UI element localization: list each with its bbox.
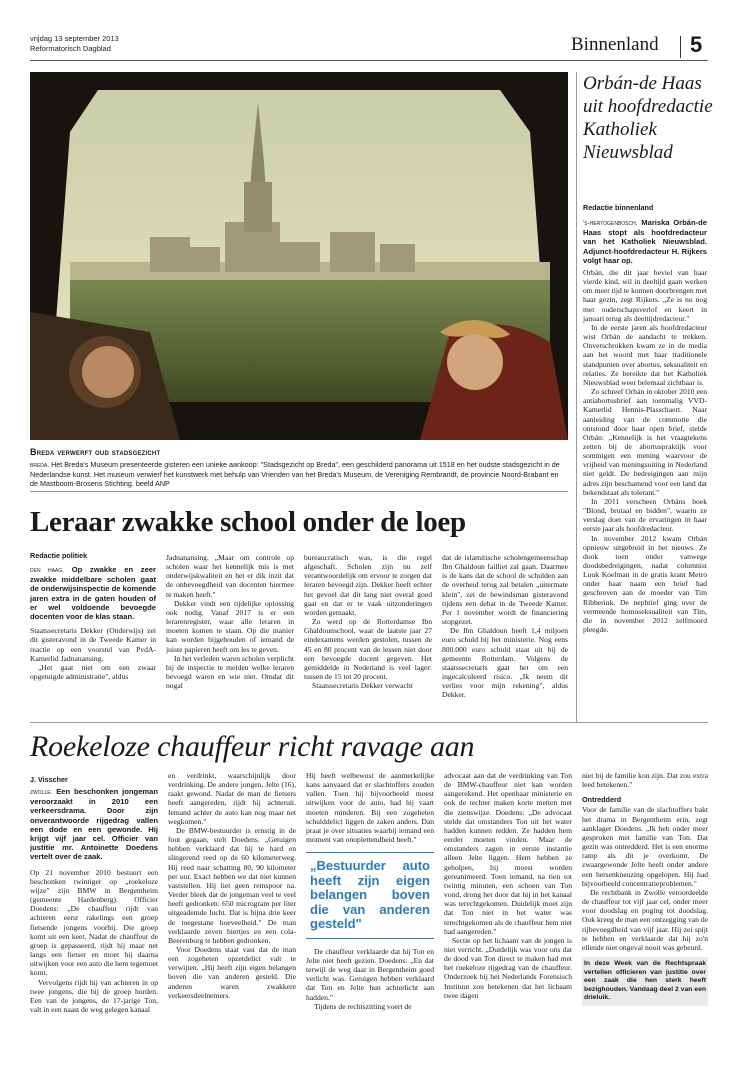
article1-paragraph: dat de islamitische scholengemeenschap Ibn Ghaldoun failliet zal gaan. Daarmee is de kans dat de school de schulden aan de overheid terug zal betalen „uitermate klein", zei de bewindsman gisteravond tijdens een debat in de Tweede Kamer. Per 1 november wordt de financiering stopgezet.	[442, 553, 568, 627]
sidebar-paragraph: In 2011 verscheen Orbáns boek "Blond, brutaal en bidden", waarin ze verslag doet van de ervaringen in haar eerste jaar als hoofdredacteur.	[583, 496, 707, 534]
article2-col5	[582, 771, 708, 1053]
article1-paragraph: Jadnanansing. „Maar om controle op scholen waar het kennelijk mis is met onderwijskwaliteit en het er dik inzit dat de onbevoegdheid van docenten hiermee te maken heeft."	[166, 553, 294, 599]
painting-photo	[30, 72, 568, 440]
caption-body: Het Breda's Museum presenteerde gisteren een unieke aankoop: "Stadsgezicht op Breda", een geschilderd panorama uit 1518 en het oudste stadsgezicht in de Nederlandse kunst. Het museum verwierf het kunstwerk met behulp van Vrienden van het Breda's Museum, de Vereniging Rembrandt, de provincie Noord-Brabant en de Mastboom-Brosens Stichting.	[30, 460, 560, 489]
article1-paragraph: bureaucratisch was, is die regel afgeschaft. Scholen zijn nu zelf verantwoordelijk om ervoor te zorgen dat leraren bevoegd zijn. Dekker heeft echter het gevoel dat dit lang niet overal goed gaat en dat er te vaak uitzonderingen worden gemaakt.	[304, 553, 432, 617]
article2-paragraph: en verdrinkt, waarschijnlijk door verdrinking. De andere jongen, Jelte (16), raakt gewond. Nadat de man de fietsers heeft aangereden, rijdt hij achteruit. Iemand achter de auto kan nog maar net wegkomen."	[168, 771, 296, 826]
article-rule	[30, 722, 708, 723]
article1-dateline: den haag.	[30, 567, 64, 574]
article2-paragraph: Hij heeft welbewust de aanmerkelijke kans aanvaard dat er slachtoffers zouden vallen. Toen hij bijvoorbeeld moest uitwijken voor de auto, had hij vaart moeten minderen. Bij een zogeheten schulddelict liggen de zaken anders. Dan praat je over situaties waarbij iemand een moment van onoplettendheid heeft."	[306, 771, 434, 845]
article2-subhead: Ontredderd	[582, 795, 622, 805]
caption-dateline: breda.	[30, 462, 50, 469]
article1-lead-text: Op zwakke en zeer zwakke middelbare scholen gaat de onderwijsinspectie de komende jaren extra in de gaten houden of er wel voldoende bevoegde docenten voor de klas staan.	[30, 565, 156, 622]
article2-col1	[30, 787, 158, 1052]
article2-paragraph: Voor de familie van de slachtoffers bakt het drama in Bergentheim erin, zegt aanklager Doedens. „Ik heb onder meer gesproken met familie van Ton. Dat gezin was ontredderd. Het is een enorme ramp als dit je overkomt. De zwaargewonde Jelte heeft onder andere een hersenkneuzing opgelopen. Hij had bijvoorbeeld concentratieproblemen."	[582, 805, 708, 888]
photo-caption-title: Breda verwerft oud stadsgezicht	[30, 447, 161, 457]
article1-col2	[166, 553, 294, 713]
article1-byline: Redactie politiek	[30, 551, 88, 560]
article2-lead	[30, 787, 158, 862]
sidebar-lead-text: Mariska Orbán-de Haas stopt als hoofdredacteur van het Katholiek Nieuwsblad. Adjunct-hoofdredacteur H. Rijkers volgt haar op.	[583, 218, 707, 265]
article2-col3	[306, 771, 434, 1053]
article1-col1	[30, 565, 156, 710]
article1-paragraph: Dekker vindt een tijdelijke oplossing ook nodig. Vanaf 2017 is er een lerarenregister, waar alle leraren in moeten komen te staan. Op die manier kan worden bijgehouden of iemand de juiste papieren heeft om les te geven.	[166, 598, 294, 654]
article2-paragraph: De chauffeur verklaarde dat hij Ton en Jelte niet heeft gezien. Doedens: „En dat terwijl de weg daar in Bergentheim goed verlicht was. Getuigen hebben verklaard dat Ton en Jelte hun achterlicht aan hadden."	[306, 946, 434, 1002]
article1-paragraph: Staatssecretaris Dekker (Onderwijs) zei dit gisteravond in de Tweede Kamer in reactie op een voorstel van PvdA-Kamerlid Jadnanansing.	[30, 626, 156, 663]
sidebar-headline: Orbán-de Haas uit hoofdredactie Katholiek Nieuwsblad	[583, 73, 713, 163]
article2-dateline: zwolle.	[30, 789, 53, 796]
article1-headline: Leraar zwakke school onder de loep	[30, 506, 466, 538]
article1-paragraph: De Ibn Ghaldoun heeft 1,4 miljoen euro schuld bij het ministerie. Nog eens 800.000 euro schuld staat uit bij de gemeente Rotterdam. Volgens de staatssecretaris gaat het om een ingecalculeerd risico. „Ik neem dit verlies voor mijn rekening", aldus Dekker.	[442, 626, 568, 700]
article2-col4	[444, 771, 572, 1053]
newspaper-name: Reformatorisch Dagblad	[30, 44, 111, 53]
page-number: 5	[690, 32, 703, 57]
article2-lead-text: Een beschonken jongeman veroorzaakt in 2010 een verkeersdrama. Door zijn onverantwoorde rijgedrag vallen een dode en een gewonde. Hij krijgt vijf jaar cel. Officier van justitie mr. Antoinette Doedens vertelt over de zaak.	[30, 787, 158, 862]
article1-paragraph: Staatssecretaris Dekker verwacht	[312, 681, 413, 691]
article2-headline: Roekeloze chauffeur richt ravage aan	[30, 730, 475, 763]
sidebar-byline: Redactie binnenland	[583, 203, 654, 212]
pull-quote: „Bestuurder auto heeft zijn eigen belangen boven die van anderen gesteld"	[306, 852, 434, 939]
photo-caption	[30, 460, 568, 489]
page-header-info	[30, 34, 119, 54]
sidebar-body	[583, 218, 707, 634]
photo-credit: beeld ANP	[135, 479, 170, 489]
sidebar-paragraph: Orbán, die dit jaar beviel van haar vierde kind, wil in deeltijd gaan werken om meer tijd te kunnen doorbrengen met haar gezin, zegt Rijkers. „Ze is nu nog met ouderschapsverlof en keert in januari terug als deeltijdredacteur."	[583, 268, 707, 323]
article2-paragraph: advocaat aan dat de verdrinking van Ton de BMW-chauffeur niet kan worden aangerekend. Het openbaar ministerie en ook de rechter maken korte metten met die zienswijze. Doedens: „De advocaat stelde dat omstanders Ton uit het water hadden kunnen redden. Ze hadden hem eerder moeten vinden. Maar de omstanders zagen in eerste instantie alleen Jelte liggen. Hem hebben ze geholpen, hij moest worden gereanimeerd. Toen iemand, na tien tot twintig minuten, een schoen van Ton vond, drong het door dat hij in het kanaal was terechtgekomen. Duidelijk moet zijn dat Ton niet in het water was terechtgekomen als de chauffeur hem niet had aangereden."	[444, 771, 572, 936]
series-footnote: In deze Week van de Rechtspraak vertellen officieren van justitie over een zaak die hen sterk heeft bezighouden. Vandaag deel 2 van een drieluik.	[582, 957, 708, 1006]
sidebar-lead	[583, 218, 707, 265]
cityscape-painting-image	[30, 72, 568, 440]
header-divider	[680, 36, 681, 58]
sidebar-dateline: 's-hertogenbosch.	[583, 220, 638, 227]
article2-paragraph: Voor Doedens staat vast dat de man een zogeheten opzetdelict valt te verwijten. „Hij heeft zijn eigen belangen boven die van anderen gesteld. Die anderen waren zwakkere verkeersdeelnemers.	[168, 944, 296, 1000]
article1-paragraph: In het verleden waren scholen verplicht bij de inspectie te melden welke leraren bevoegd waren en wie niet. Omdat dit nogal	[166, 653, 294, 691]
header-rule	[30, 60, 708, 61]
article2-paragraph: De BMW-bestuurder is ernstig in de fout gegaan, stelt Doedens. „Getuigen hebben verklaard dat hij te hard en slingerend reed op de 60 kilometerweg. Hij reed naar schatting 80, 90 kilometer per uur. Exact hebben we dat niet kunnen vaststellen. Hij liet geen remspoor na. Verder bleek dat de jongeman veel te veel heeft gedronken: 650 microgram per liter uitgeademde lucht. Dat is bijna drie keer de toegestane hoeveelheid." De man verklaarde zeven biertjes en een cola-Beerenburg te hebben gedronken.	[168, 825, 296, 945]
article1-paragraph: „Het gaat niet om een zwaar opgetuigde administratie", aldus	[30, 662, 156, 681]
article2-paragraph: niet bij de familie kon zijn. Dat zou extra leed betekenen."	[582, 771, 708, 790]
section-title: Binnenland	[571, 34, 659, 55]
article2-paragraph: De rechtbank in Zwolle veroordeelde de chauffeur tot vijf jaar cel, onder meer voor doodslag en poging tot doodslag. Ook kreeg de man een ontzegging van de rijbevoegdheid van vijf jaar. Hij zei spijt te hebben en verklaarde dat hij zo'n ellende niet ongeval nooit was gebeurd.	[582, 887, 708, 952]
article2-paragraph: Vervolgens rijdt hij van achteren in op twee jongens, die bij de groep horden. Een van de jongens, de 17-jarige Ton, valt in een naast de weg gelegen kanaal	[30, 977, 158, 1014]
article1-lead	[30, 565, 156, 621]
article2-paragraph: Tijdens de rechtszitting voert de	[314, 1001, 412, 1011]
sidebar-paragraph: Zo schreef Orbán in oktober 2010 een antiabortusbrief aan toenmalig VVD-Kamerlid Hennis-Plasschaert. Naar aanleiding van de commotie die ontstond door haar open brief, stelde Orbán: „Kennelijk is het vraagtekens zetten bij de abortuspraktijk voor sommigen een mening waarvoor de vrijheid van meningsuiting in Nederland niet geldt. De bedreigingen aan mijn adres zijn beschamend voor een land dat bekendstaat als tolerant."	[583, 387, 707, 497]
sidebar-divider	[576, 72, 577, 722]
article2-paragraph: Op 21 november 2010 bestuurt een beschonken twintiger op „roekeloze wijze" zijn BMW in Bergentheim (gemeente Hardenberg). Officier Doedens: „De chauffeur rijdt van achteren eerst rakelings een groep fietsende jongens voorbij. Die groep komt uit een keet. Nadat de chauffeur de groep is gepasseerd, rijdt hij maar net langs een fietser en moet hij daarna uitwijken voor een auto die hem tegemoet komt.	[30, 867, 158, 978]
article2-byline: J. Visscher	[30, 775, 68, 784]
issue-date: vrijdag 13 september 2013	[30, 34, 119, 43]
article2-paragraph: Sectie op het lichaam van de jongen is niet verricht. „Duidelijk was voor ons dat de dood van Ton direct te maken had met het roekeloze rijgedrag van de chauffeur. Onderzoek bij het Nederlands Forensisch Instituut zou betekenen dat het lichaam twee dagen	[444, 935, 572, 1000]
article2-col2	[168, 771, 296, 1053]
article1-col3	[304, 553, 432, 713]
article1-paragraph: Zo werd op de Rotterdamse Ibn Ghaldounschool, waar de laatste jaar 27 eindexamens werden gestolen, tussen de 45 en 80 procent van de lessen niet door een bevoegde docent gegeven. Het gemiddelde in Nederland is veel lager: tussen de 15 tot 20 procent.	[304, 617, 432, 682]
sidebar-paragraph: In de eerste jaren als hoofdredacteur wist Orbán de aandacht te trekken. Onverschrokken kwam ze in de media aan het woord met haar traditionele standpunten over abortus, seksualiteit en relaties. Ze bereikte dat het Katholiek Nieuwsblad weer belemaal zichtbaar is.	[583, 322, 707, 387]
sidebar-paragraph: In november 2012 kwam Orbán opnieuw uitgebreid in het nieuws. Ze dook toen onder vanwege doodsbedreigingen, nadat columnist Luuk Koelman in de gratis krant Metro onder haar naam een brief had geschreven aan de moeder van Tim Ribberink. De nepbrief ging over de vermeende homoseksualiteit van Tim, die in november 2012 zelfmoord pleegde.	[583, 533, 707, 635]
article-rule	[30, 491, 568, 492]
article1-col4	[442, 553, 568, 713]
